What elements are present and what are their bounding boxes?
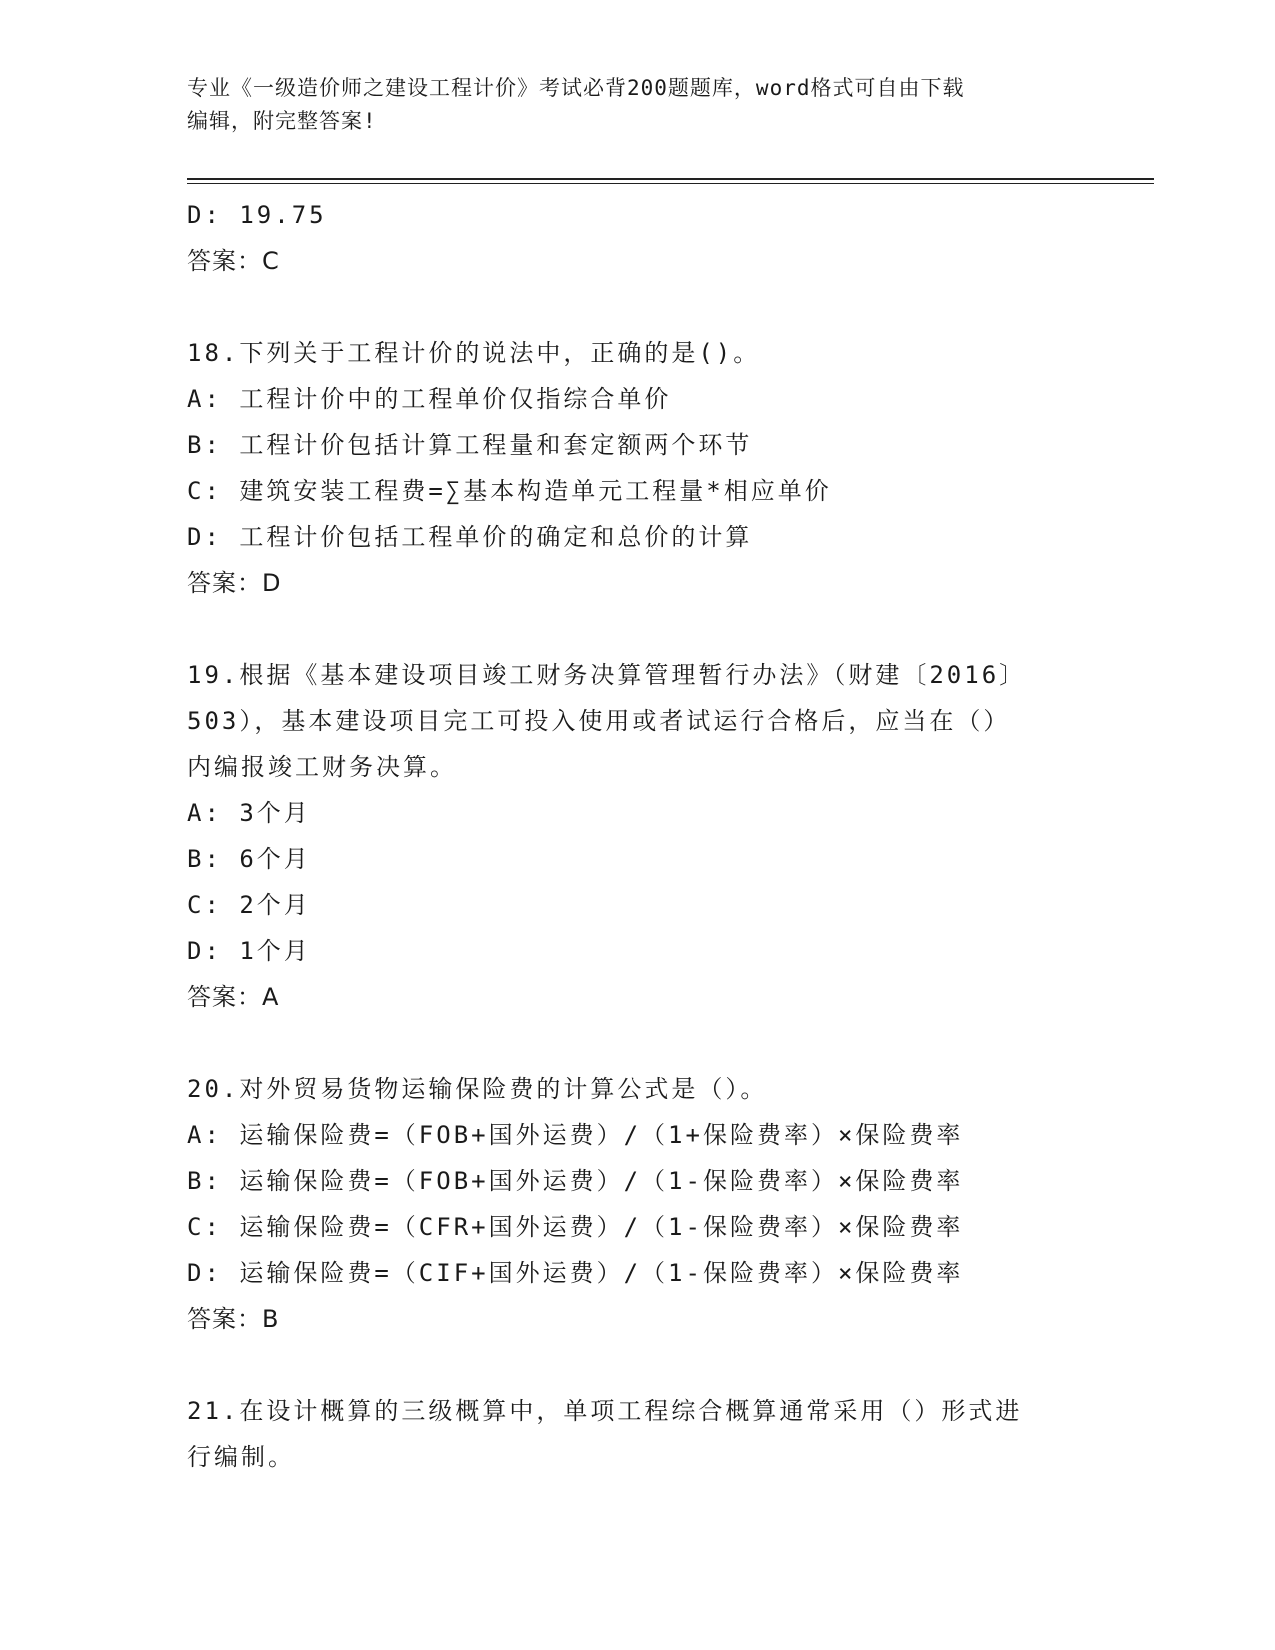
- question-content: [187, 192, 1087, 1480]
- q18-stem: 18.下列关于工程计价的说法中，正确的是()。: [187, 339, 761, 367]
- q19-option-c: C: 2个月: [187, 891, 311, 919]
- q20-option-b: B: 运输保险费=（FOB+国外运费）/（1-保险费率）×保险费率: [187, 1167, 964, 1195]
- q21-stem-line-2: 行编制。: [187, 1443, 295, 1471]
- spacer: [187, 284, 1087, 330]
- q19-answer: 答案：A: [187, 983, 280, 1011]
- q18-answer: 答案：D: [187, 569, 282, 597]
- q18-option-d: D: 工程计价包括工程单价的确定和总价的计算: [187, 523, 753, 551]
- q19-stem-line-2: 503），基本建设项目完工可投入使用或者试运行合格后，应当在（）: [187, 707, 1011, 735]
- spacer: [187, 606, 1087, 652]
- q17-answer: 答案：C: [187, 247, 280, 275]
- q19-option-a: A: 3个月: [187, 799, 311, 827]
- q19-option-d: D: 1个月: [187, 937, 311, 965]
- q20-option-d: D: 运输保险费=（CIF+国外运费）/（1-保险费率）×保险费率: [187, 1259, 964, 1287]
- q19-stem-line-3: 内编报竣工财务决算。: [187, 753, 457, 781]
- q20-option-a: A: 运输保险费=（FOB+国外运费）/（1+保险费率）×保险费率: [187, 1121, 964, 1149]
- document-header: [187, 72, 1077, 138]
- header-line-2: 编辑，附完整答案!: [187, 109, 377, 133]
- q20-option-c: C: 运输保险费=（CFR+国外运费）/（1-保险费率）×保险费率: [187, 1213, 964, 1241]
- q18-option-b: B: 工程计价包括计算工程量和套定额两个环节: [187, 431, 753, 459]
- q19-option-b: B: 6个月: [187, 845, 311, 873]
- header-divider-thick: [187, 178, 1154, 180]
- q17-option-d: D: 19.75: [187, 201, 327, 229]
- q21-stem-line-1: 21.在设计概算的三级概算中，单项工程综合概算通常采用（）形式进: [187, 1397, 1023, 1425]
- q18-option-a: A: 工程计价中的工程单价仅指综合单价: [187, 385, 672, 413]
- header-line-1: 专业《一级造价师之建设工程计价》考试必背200题题库，word格式可自由下载: [187, 76, 965, 100]
- q18-option-c: C: 建筑安装工程费=∑基本构造单元工程量*相应单价: [187, 477, 832, 505]
- spacer: [187, 1342, 1087, 1388]
- q20-answer: 答案：B: [187, 1305, 280, 1333]
- spacer: [187, 1020, 1087, 1066]
- q19-stem-line-1: 19.根据《基本建设项目竣工财务决算管理暂行办法》（财建〔2016〕: [187, 661, 1027, 689]
- q20-stem: 20.对外贸易货物运输保险费的计算公式是（）。: [187, 1075, 768, 1103]
- header-divider-thin: [187, 183, 1154, 184]
